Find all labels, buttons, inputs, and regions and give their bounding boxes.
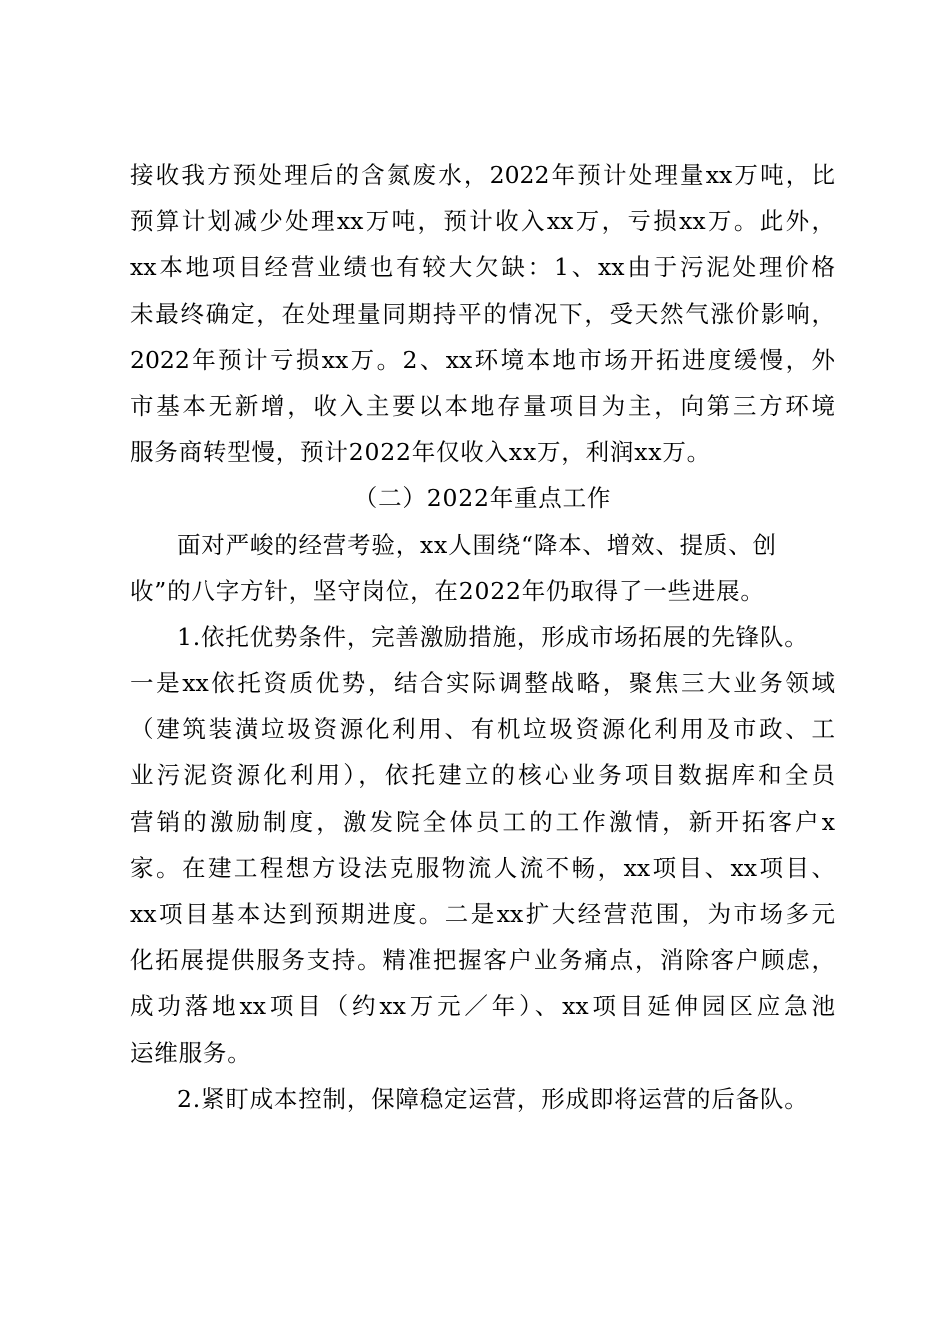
text-line: 市基本无新增，收入主要以本地存量项目为主，向第三方环境 — [130, 391, 835, 420]
text-line: 一是xx依托资质优势，结合实际调整战略，聚焦三大业务领域 — [130, 669, 835, 698]
paragraph-1 — [130, 152, 835, 475]
text-line: 营销的激励制度，激发院全体员工的工作激情，新开拓客户x — [130, 807, 835, 836]
document-body — [130, 152, 835, 1122]
text-line: 预算计划减少处理xx万吨，预计收入xx万，亏损xx万。此外， — [130, 207, 835, 236]
section-heading: （二）2022年重点工作 — [353, 484, 612, 513]
text-line: xx本地项目经营业绩也有较大欠缺：1、xx由于污泥处理价格 — [130, 253, 835, 282]
text-line: 化拓展提供服务支持。精准把握客户业务痛点，消除客户顾虑， — [130, 946, 835, 975]
text-line: 未最终确定，在处理量同期持平的情况下，受天然气涨价影响， — [130, 299, 835, 328]
paragraph-2 — [130, 522, 835, 614]
text-line: 收”的八字方针，坚守岗位，在2022年仍取得了一些进展。 — [130, 576, 765, 605]
text-line: 服务商转型慢，预计2022年仅收入xx万，利润xx万。 — [130, 438, 711, 467]
text-line: 接收我方预处理后的含氮废水，2022年预计处理量xx万吨，比 — [130, 161, 835, 189]
text-line: 2022年预计亏损xx万。2、xx环境本地市场开拓进度缓慢，外 — [130, 345, 835, 374]
text-line: 家。在建工程想方设法克服物流人流不畅，xx项目、xx项目、 — [130, 853, 835, 882]
text-line: 1.依托优势条件，完善激励措施，形成市场拓展的先锋队。 — [177, 622, 809, 651]
text-line: 成功落地xx项目（约xx万元／年）、xx项目延伸园区应急池 — [130, 992, 835, 1021]
paragraph-4 — [130, 1076, 835, 1122]
text-line: 面对严峻的经营考验，xx人围绕“降本、增效、提质、创 — [177, 530, 777, 559]
paragraph-3 — [130, 614, 835, 1076]
text-line: 业污泥资源化利用），依托建立的核心业务项目数据库和全员 — [130, 761, 835, 790]
text-line: （建筑装潢垃圾资源化利用、有机垃圾资源化利用及市政、工 — [130, 715, 835, 744]
text-line: 运维服务。 — [130, 1038, 252, 1067]
text-line: xx项目基本达到预期进度。二是xx扩大经营范围，为市场多元 — [130, 900, 835, 928]
text-line: 2.紧盯成本控制，保障稳定运营，形成即将运营的后备队。 — [177, 1084, 809, 1113]
